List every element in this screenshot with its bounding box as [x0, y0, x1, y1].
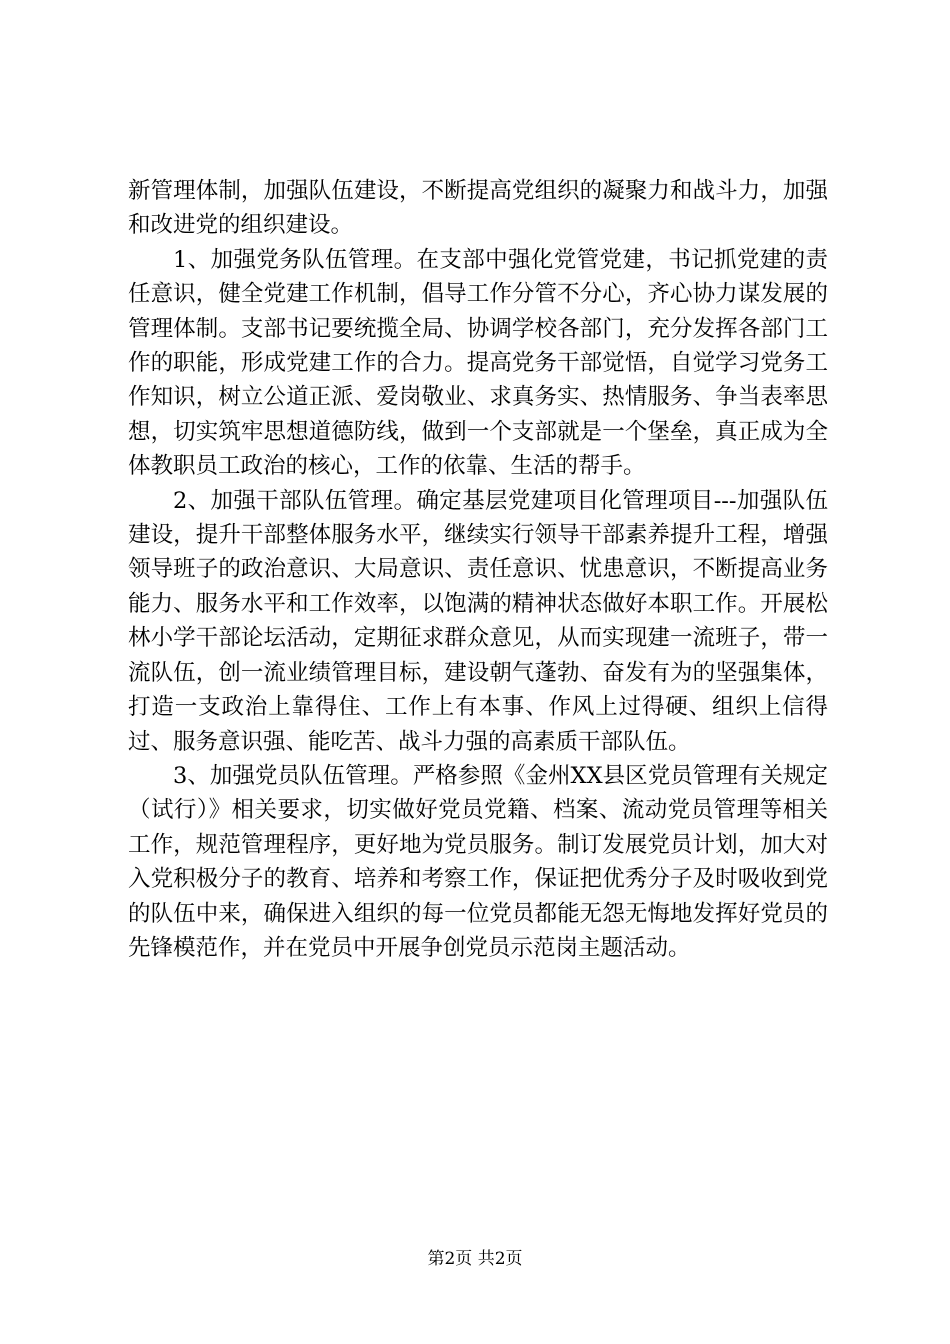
paragraph-party-member-team: 3、加强党员队伍管理。严格参照《金州XX县区党员管理有关规定（试行）》相关要求，切实做好党员党籍、档案、流动党员管理等相关工作，规范管理程序，更好地为党员服务。制订发展党员计划，加大对入党积极分子的教育、培养和考察工作，保证把优秀分子及时吸收到党的队伍中来，确保进入组织的每一位党员都能无怨无悔地发挥好党员的先锋模范作，并在党员中开展争创党员示范岗主题活动。: [128, 762, 828, 961]
paragraph-cadre-team: 2、加强干部队伍管理。确定基层党建项目化管理项目---加强队伍建设，提升干部整体服务水平，继续实行领导干部素养提升工程，增强领导班子的政治意识、大局意识、责任意识、忧患意识，不断提高业务能力、服务水平和工作效率，以饱满的精神状态做好本职工作。开展松林小学干部论坛活动，定期征求群众意见，从而实现建一流班子，带一流队伍，创一流业绩管理目标，建设朝气蓬勃、奋发有为的坚强集体，打造一支政治上靠得住、工作上有本事、作风上过得硬、组织上信得过、服务意识强、能吃苦、战斗力强的高素质干部队伍。: [128, 487, 828, 755]
page-footer: 第2页 共2页: [427, 1249, 523, 1269]
document-body: [128, 174, 828, 965]
paragraph-continuation: 新管理体制，加强队伍建设，不断提高党组织的凝聚力和战斗力，加强和改进党的组织建设。: [128, 178, 828, 239]
paragraph-party-affairs-team: 1、加强党务队伍管理。在支部中强化党管党建，书记抓党建的责任意识，健全党建工作机制，倡导工作分管不分心，齐心协力谋发展的管理体制。支部书记要统揽全局、协调学校各部门，充分发挥各部门工作的职能，形成党建工作的合力。提高党务干部觉悟，自觉学习党务工作知识，树立公道正派、爱岗敬业、求真务实、热情服务、争当表率思想，切实筑牢思想道德防线，做到一个支部就是一个堡垒，真正成为全体教职员工政治的核心，工作的依靠、生活的帮手。: [128, 246, 828, 480]
